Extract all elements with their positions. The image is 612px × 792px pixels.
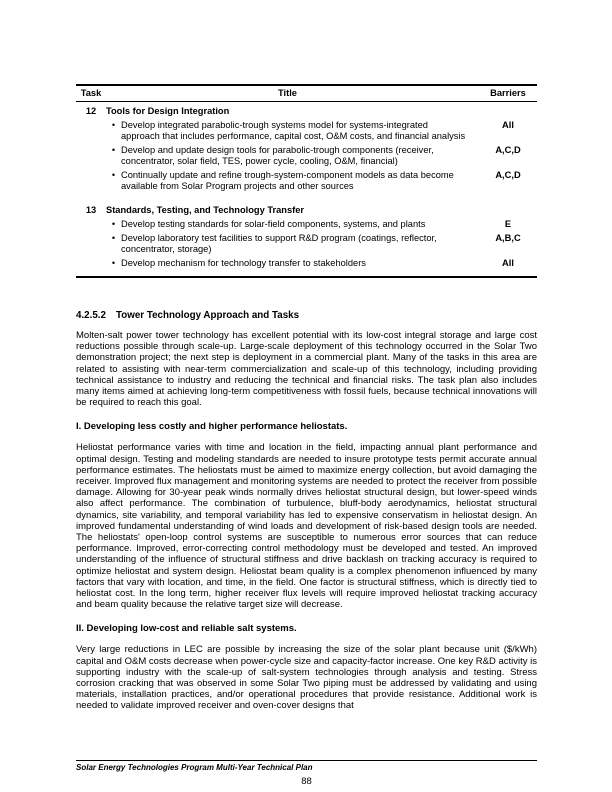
task-item (106, 145, 479, 167)
bullet-icon: • (111, 120, 116, 130)
task-title-row (76, 205, 537, 216)
task-item-row (76, 170, 537, 192)
task-item-text: Develop integrated parabolic-trough systems model for systems-integrated approach that includes performance, capital cost, O&M costs, and financial analysis (121, 120, 466, 141)
section-number: 4.2.5.2 (76, 310, 106, 321)
subsection-1-heading: I. Developing less costly and higher performance heliostats. (76, 421, 348, 433)
task-number: 12 (85, 106, 97, 116)
intro-paragraph: Molten-salt power tower technology has excellent potential with its low-cost integral storage and large cost reductions possible through scale-up. Large-scale deployment of this technology occurred in the Solar Two demonstration project; the next step is deployment in a commercial plant. Many of the tasks in this area are related to assisting with near-term commercialization and scale-up of this technology, including providing technical assistance to industry and reducing the technical and financial risks. The task plan also includes many items aimed at achieving long-term competitiveness with fossil fuels, because technical innovations will be required to reach this goal. (76, 330, 537, 409)
task-item-row (76, 233, 537, 255)
task-number: 13 (85, 205, 97, 215)
section-title: Tower Technology Approach and Tasks (115, 310, 300, 321)
table-header-row (76, 86, 537, 102)
footer-rule (76, 760, 537, 761)
task-item-text: Develop testing standards for solar-field components, systems, and plants (121, 219, 426, 229)
task-item-row (76, 258, 537, 269)
task-item-barriers: A,C,D (495, 145, 521, 155)
task-item (106, 219, 479, 230)
task-title: Tools for Design Integration (106, 106, 230, 116)
task-item-barriers: E (504, 219, 512, 229)
bullet-icon: • (111, 219, 116, 229)
col-header-title: Title (278, 88, 297, 98)
page-number: 88 (301, 776, 312, 787)
task-item (106, 170, 479, 192)
subsection-1-body: Heliostat performance varies with time and location in the field, impacting annual plant performance and optimal design. Testing and modeling standards are needed to insure prototype tests permit accurate annual performance estimates. The heliostats must be aimed to maximize energy collection, but avoid damaging the receiver. Improved flux management and monitoring systems are needed to protect the receiver from possible damage. Allowing for 30-year peak winds normally drives heliostat structural design, but lower-speed winds also affect performance. The combination of turbulence, bluff-body aerodynamics, heliostat structural dynamics, site variability, and temporal variability has led to expensive conservatism in heliostat design. An improved fundamental understanding of wind loads and development of risk-based design tools are needed. The heliostats' open-loop control systems are susceptible to numerous error sources that can reduce performance. Improved, error-correcting control methodology must be developed and tested. An improved understanding of the influence of structural stiffness and drive backlash on tracking accuracy is required to optimize heliostat and system design. Heliostat beam quality is a complex phenomenon influenced by many factors that vary with location, and time, in the field. One factor is structural stiffness, which is directly tied to heliostat cost. In the long term, higher receiver flux levels will require improved heliostat tracking accuracy and beam quality because the relative target size will decrease. (76, 442, 537, 611)
bullet-icon: • (111, 170, 116, 180)
task-item-text: Develop mechanism for technology transfer to stakeholders (121, 258, 366, 268)
task-item-row (76, 219, 537, 230)
subsection-2-body: Very large reductions in LEC are possible by increasing the size of the solar plant because unit ($/kWh) capital and O&M costs decrease when power-cycle size and capacity-factor increase. One key R&D activity is supporting industry with the scale-up of salt-system technologies through analysis and testing. Stress corrosion cracking that was observed in some Solar Two piping must be addressed by validating and using materials, installation practices, and/or operational procedures that provide resistance. Additional work is needed to validate improved receiver and oven-cover designs that (76, 644, 537, 712)
task-item-barriers: All (502, 258, 514, 268)
subsection-2-heading: II. Developing low-cost and reliable salt systems. (76, 623, 297, 635)
task-item-row (76, 145, 537, 167)
task-item (106, 120, 479, 142)
col-header-barriers: Barriers (490, 88, 526, 98)
bullet-icon: • (111, 258, 116, 268)
task-item-text: Develop laboratory test facilities to support R&D program (coatings, reflector, concentrator, storage) (121, 233, 437, 254)
bullet-icon: • (111, 145, 116, 155)
task-item-barriers: All (502, 120, 514, 130)
task-title-row (76, 106, 537, 117)
table-body (76, 106, 537, 269)
task-item-text: Develop and update design tools for parabolic-trough components (receiver, concentrator, solar field, TES, power cycle, cooling, O&M, financial) (121, 145, 434, 166)
task-item-barriers: A,B,C (495, 233, 521, 243)
section-heading (76, 310, 537, 321)
bullet-icon: • (111, 233, 116, 243)
footer-title: Solar Energy Technologies Program Multi-Year Technical Plan (76, 763, 313, 772)
task-group (76, 205, 537, 269)
task-item-row (76, 120, 537, 142)
tasks-table (76, 84, 537, 278)
task-item (106, 233, 479, 255)
task-item-text: Continually update and refine trough-system-component models as data become available from Solar Program projects and other sources (121, 170, 454, 191)
col-header-task: Task (80, 88, 102, 98)
task-title: Standards, Testing, and Technology Transfer (106, 205, 305, 215)
page-content (76, 84, 537, 712)
task-group (76, 106, 537, 192)
page-footer (76, 760, 537, 787)
task-item-barriers: A,C,D (495, 170, 521, 180)
task-item (106, 258, 479, 269)
